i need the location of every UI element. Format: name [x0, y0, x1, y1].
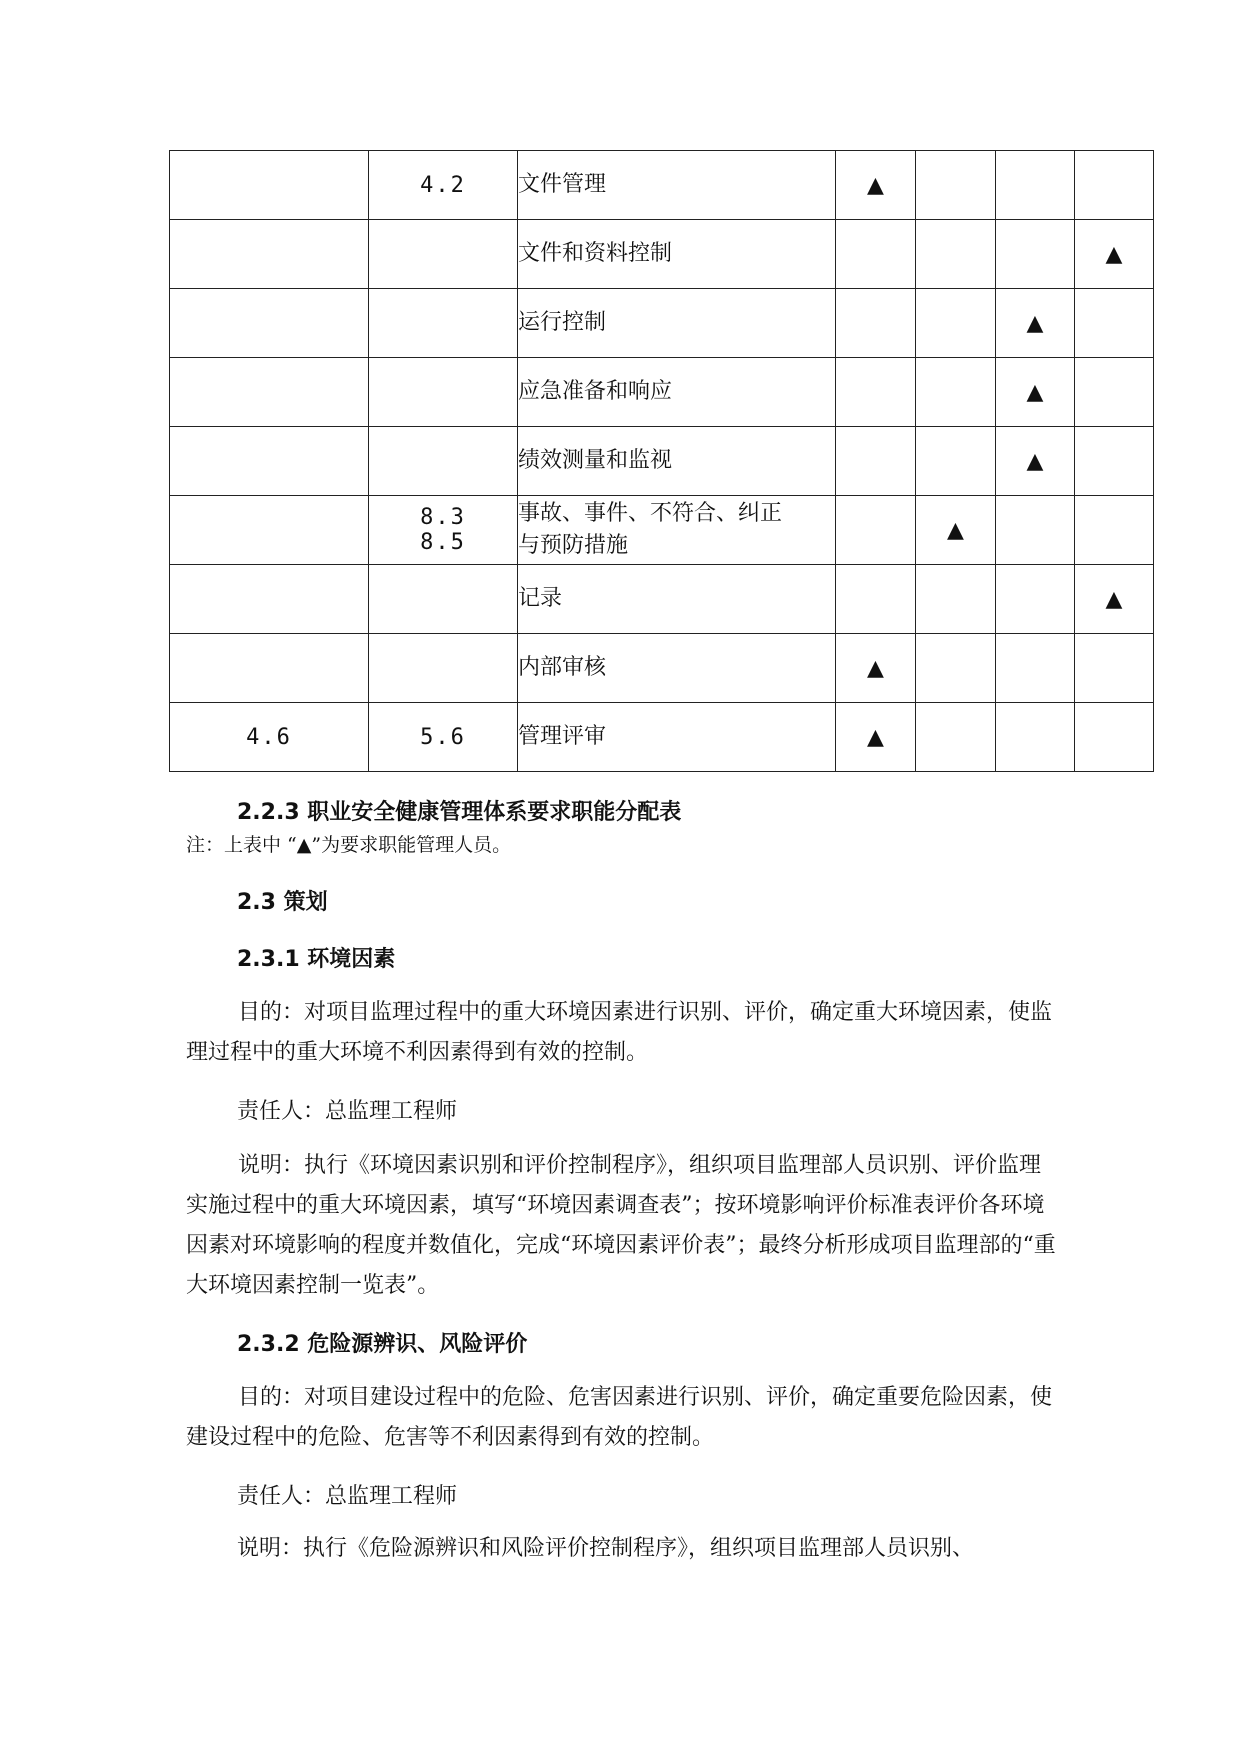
- s231-purpose: [186, 993, 1056, 1073]
- responsibility-cell-3: [996, 565, 1075, 634]
- responsibility-cell-1: ▲: [836, 634, 916, 703]
- responsibility-cell-4: [1075, 634, 1154, 703]
- table-row: [170, 220, 1154, 289]
- requirement-text: 绩效测量和监视: [518, 448, 673, 473]
- responsibility-cell-1: ▲: [836, 151, 916, 220]
- section-heading-2-3-2: 2.3.2 危险源辨识、风险评价: [237, 1332, 528, 1357]
- clause-cell: [170, 634, 369, 703]
- responsibility-cell-1: [836, 220, 916, 289]
- responsibility-cell-4: [1075, 496, 1154, 565]
- section-number-cell: [369, 565, 518, 634]
- section-number-cell: [369, 220, 518, 289]
- responsibility-cell-2: [916, 289, 996, 358]
- responsibility-cell-1: [836, 358, 916, 427]
- clause-cell: [170, 289, 369, 358]
- responsibility-cell-1: [836, 427, 916, 496]
- s232-purpose-text: 目的：对项目建设过程中的危险、危害因素进行识别、评价，确定重要危险因素，使建设过程中的危险、危害等不利因素得到有效的控制。: [186, 1385, 1053, 1450]
- s231-responsible: 责任人：总监理工程师: [237, 1099, 458, 1124]
- responsibility-cell-2: [916, 703, 996, 772]
- responsibility-cell-3: [996, 496, 1075, 565]
- responsibility-cell-1: [836, 289, 916, 358]
- responsibility-cell-4: ▲: [1075, 220, 1154, 289]
- table-note: 注：上表中 “▲”为要求职能管理人员。: [186, 834, 512, 856]
- section-heading-2-3-1: 2.3.1 环境因素: [237, 947, 396, 972]
- responsibility-cell-3: ▲: [996, 289, 1075, 358]
- requirement-cell: [518, 634, 836, 703]
- requirement-cell: [518, 565, 836, 634]
- table-caption: 2.2.3 职业安全健康管理体系要求职能分配表: [237, 800, 682, 825]
- table-row: [170, 151, 1154, 220]
- responsibility-cell-2: [916, 565, 996, 634]
- requirement-cell: [518, 220, 836, 289]
- requirement-text: 应急准备和响应: [518, 379, 673, 404]
- clause-cell: [170, 427, 369, 496]
- responsibility-cell-1: [836, 496, 916, 565]
- requirement-cell: [518, 703, 836, 772]
- responsibility-cell-3: ▲: [996, 427, 1075, 496]
- section-number: 4.2: [420, 172, 466, 198]
- requirement-text: 管理评审: [518, 724, 607, 749]
- responsibility-cell-2: [916, 634, 996, 703]
- clause-cell: [170, 151, 369, 220]
- table-row: [170, 427, 1154, 496]
- requirement-cell: [518, 289, 836, 358]
- table-row: [170, 565, 1154, 634]
- responsibility-cell-1: ▲: [836, 703, 916, 772]
- responsibility-cell-2: ▲: [916, 496, 996, 565]
- section-number-cell: [369, 289, 518, 358]
- section-number-cell: [369, 634, 518, 703]
- requirement-text: 文件和资料控制: [518, 241, 673, 266]
- responsibility-cell-3: [996, 634, 1075, 703]
- requirement-cell: [518, 427, 836, 496]
- table-row: [170, 496, 1154, 565]
- responsibility-cell-2: [916, 220, 996, 289]
- s232-explanation: 说明：执行《危险源辨识和风险评价控制程序》，组织项目监理部人员识别、: [237, 1536, 975, 1561]
- clause-cell: [170, 496, 369, 565]
- clause-cell: [170, 358, 369, 427]
- section-number: 5.6: [420, 724, 466, 750]
- requirements-table-body: [170, 151, 1154, 772]
- section-number-cell: [369, 151, 518, 220]
- responsibility-cell-4: [1075, 151, 1154, 220]
- requirement-text: 与预防措施: [518, 533, 629, 558]
- table-row: [170, 634, 1154, 703]
- responsibility-cell-4: [1075, 358, 1154, 427]
- responsibility-cell-4: ▲: [1075, 565, 1154, 634]
- responsibility-cell-3: ▲: [996, 358, 1075, 427]
- requirement-text: 文件管理: [518, 172, 607, 197]
- requirements-table: [169, 150, 1154, 772]
- table-row: [170, 358, 1154, 427]
- section-number-cell: [369, 496, 518, 565]
- section-number-cell: [369, 358, 518, 427]
- responsibility-cell-3: [996, 151, 1075, 220]
- responsibility-cell-3: [996, 703, 1075, 772]
- requirement-cell: [518, 358, 836, 427]
- s232-purpose: [186, 1378, 1056, 1458]
- requirement-cell: [518, 496, 836, 565]
- requirement-text: 记录: [518, 586, 563, 611]
- section-number-cell: [369, 703, 518, 772]
- s231-explanation: [186, 1146, 1056, 1306]
- responsibility-cell-4: [1075, 289, 1154, 358]
- section-number-cell: [369, 427, 518, 496]
- requirement-cell: [518, 151, 836, 220]
- requirement-text: 运行控制: [518, 310, 607, 335]
- clause-cell: [170, 220, 369, 289]
- responsibility-cell-2: [916, 358, 996, 427]
- responsibility-cell-2: [916, 151, 996, 220]
- s232-responsible: 责任人：总监理工程师: [237, 1484, 458, 1509]
- requirement-text: 事故、事件、不符合、纠正: [518, 501, 783, 526]
- table-row: [170, 703, 1154, 772]
- responsibility-cell-4: [1075, 703, 1154, 772]
- section-number: 8.3: [420, 505, 466, 530]
- responsibility-cell-3: [996, 220, 1075, 289]
- requirement-text: 内部审核: [518, 655, 607, 680]
- clause-cell: [170, 565, 369, 634]
- responsibility-cell-4: [1075, 427, 1154, 496]
- section-number: 8.5: [420, 530, 466, 555]
- s231-purpose-text: 目的：对项目监理过程中的重大环境因素进行识别、评价，确定重大环境因素，使监理过程中的重大环境不利因素得到有效的控制。: [186, 1000, 1053, 1065]
- responsibility-cell-1: [836, 565, 916, 634]
- section-heading-2-3: 2.3 策划: [237, 890, 328, 915]
- responsibility-cell-2: [916, 427, 996, 496]
- s231-explanation-text: 说明：执行《环境因素识别和评价控制程序》，组织项目监理部人员识别、评价监理实施过程中的重大环境因素，填写“环境因素调查表”；按环境影响评价标准表评价各环境因素对环境影响的程度并数值化，完成“环境因素评价表”；最终分析形成项目监理部的“重大环境因素控制一览表”。: [186, 1153, 1056, 1298]
- clause-cell: 4.6: [170, 703, 369, 772]
- table-row: [170, 289, 1154, 358]
